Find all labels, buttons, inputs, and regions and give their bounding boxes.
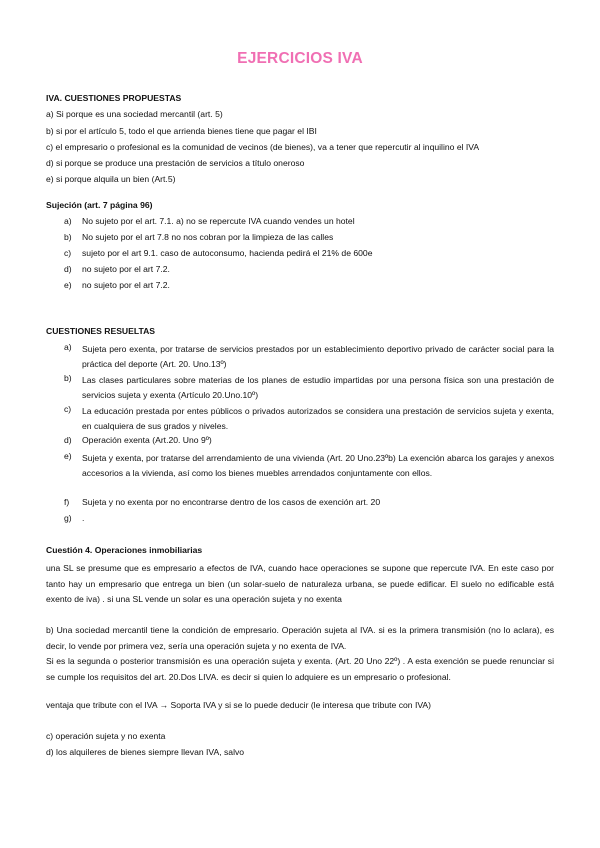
list-label: d) (64, 435, 72, 445)
answer-line: d) los alquileres de bienes siempre llevan IVA, salvo (46, 747, 245, 757)
answer-line: a) Si porque es una sociedad mercantil (art. 5) (46, 109, 223, 119)
list-label: c) (64, 248, 72, 258)
list-label: f) (64, 497, 70, 507)
paragraph: b) Una sociedad mercantil tiene la condición de empresario. Operación sujeta al IVA. si es la primera transmisión (no lo aclara), es decir, lo vende por primera vez, sería una operación sujeta y no exenta de IVA. (46, 625, 554, 651)
list-item: Sujeta y no exenta por no encontrarse dentro de los casos de exención art. 20 (82, 497, 381, 507)
section-heading: IVA. CUESTIONES PROPUESTAS (46, 93, 182, 103)
list-item: . (82, 513, 85, 523)
list-label: b) (64, 232, 72, 242)
list-item: No sujeto por el art. 7.1. a) no se repercute IVA cuando vendes un hotel (82, 216, 355, 226)
answer-line: c) operación sujeta y no exenta (46, 731, 166, 741)
list-item: Sujeta pero exenta, por tratarse de servicios prestados por un establecimiento deportivo privado de carácter social para la práctica del deporte (Art. 20. Uno.13º) (82, 344, 554, 369)
list-item: No sujeto por el art 7.8 no nos cobran por la limpieza de las calles (82, 232, 334, 242)
list-label: c) (64, 404, 72, 414)
paragraph: una SL se presume que es empresario a efectos de IVA, cuando hace operaciones se supone que repercute IVA. En este caso por tanto hay un empresario que entrega un bien (un solar-suelo de naturaleza urbana, se puede edificar. El suelo no edificable está exento de iva) . si una SL vende un solar es una operación sujeta y no exenta (46, 563, 554, 604)
list-item: Las clases particulares sobre materias de los planes de estudio impartidas por una persona física son una prestación de servicios sujeta y exenta (Artículo 20.Uno.10º) (82, 375, 554, 400)
list-label: e) (64, 280, 72, 290)
answer-line: d) si porque se produce una prestación de servicios a título oneroso (46, 158, 305, 168)
list-item: sujeto por el art 9.1. caso de autoconsumo, hacienda pedirá el 21% de 600e (82, 248, 373, 258)
answer-line: e) si porque alquila un bien (Art.5) (46, 174, 176, 184)
list-item: La educación prestada por entes públicos o privados autorizados se considera una prestación de servicios sujeta y exenta, en cualquiera de sus grados y niveles. (82, 406, 554, 431)
list-label: a) (64, 342, 72, 352)
section-heading: CUESTIONES RESUELTAS (46, 326, 156, 336)
paragraph: ventaja que tribute con el IVA → Soporta IVA y si se lo puede deducir (le interesa que tribute con IVA) (46, 700, 432, 710)
answer-line: c) el empresario o profesional es la comunidad de vecinos (de bienes), va a tener que repercutir al inquilino el IVA (46, 142, 480, 152)
page-title: EJERCICIOS IVA (237, 50, 363, 67)
list-label: d) (64, 264, 72, 274)
list-label: a) (64, 216, 72, 226)
section-heading: Cuestión 4. Operaciones inmobiliarias (46, 545, 203, 555)
list-label: g) (64, 513, 72, 523)
list-item: no sujeto por el art 7.2. (82, 280, 170, 290)
list-label: e) (64, 451, 72, 461)
list-item: Sujeta y exenta, por tratarse del arrendamiento de una vivienda (Art. 20 Uno.23ºb) La exención abarca los garajes y anexos accesorios a la vivienda, así como los bienes muebles arrendados conjuntamente con ellos. (82, 453, 554, 478)
list-item: no sujeto por el art 7.2. (82, 264, 170, 274)
section-heading: Sujeción (art. 7 página 96) (46, 200, 153, 210)
list-item: Operación exenta (Art.20. Uno 9º) (82, 435, 212, 445)
answer-line: b) si por el artículo 5, todo el que arrienda bienes tiene que pagar el IBI (46, 126, 317, 136)
paragraph: Si es la segunda o posterior transmisión es una operación sujeta y exenta. (Art. 20 Uno 22º) . A esta exención se puede renunciar si se cumple los requisitos del art. 20.Dos LIVA. es decir si quien lo adquiere es un empresario o profesional. (46, 656, 554, 682)
list-label: b) (64, 373, 72, 383)
